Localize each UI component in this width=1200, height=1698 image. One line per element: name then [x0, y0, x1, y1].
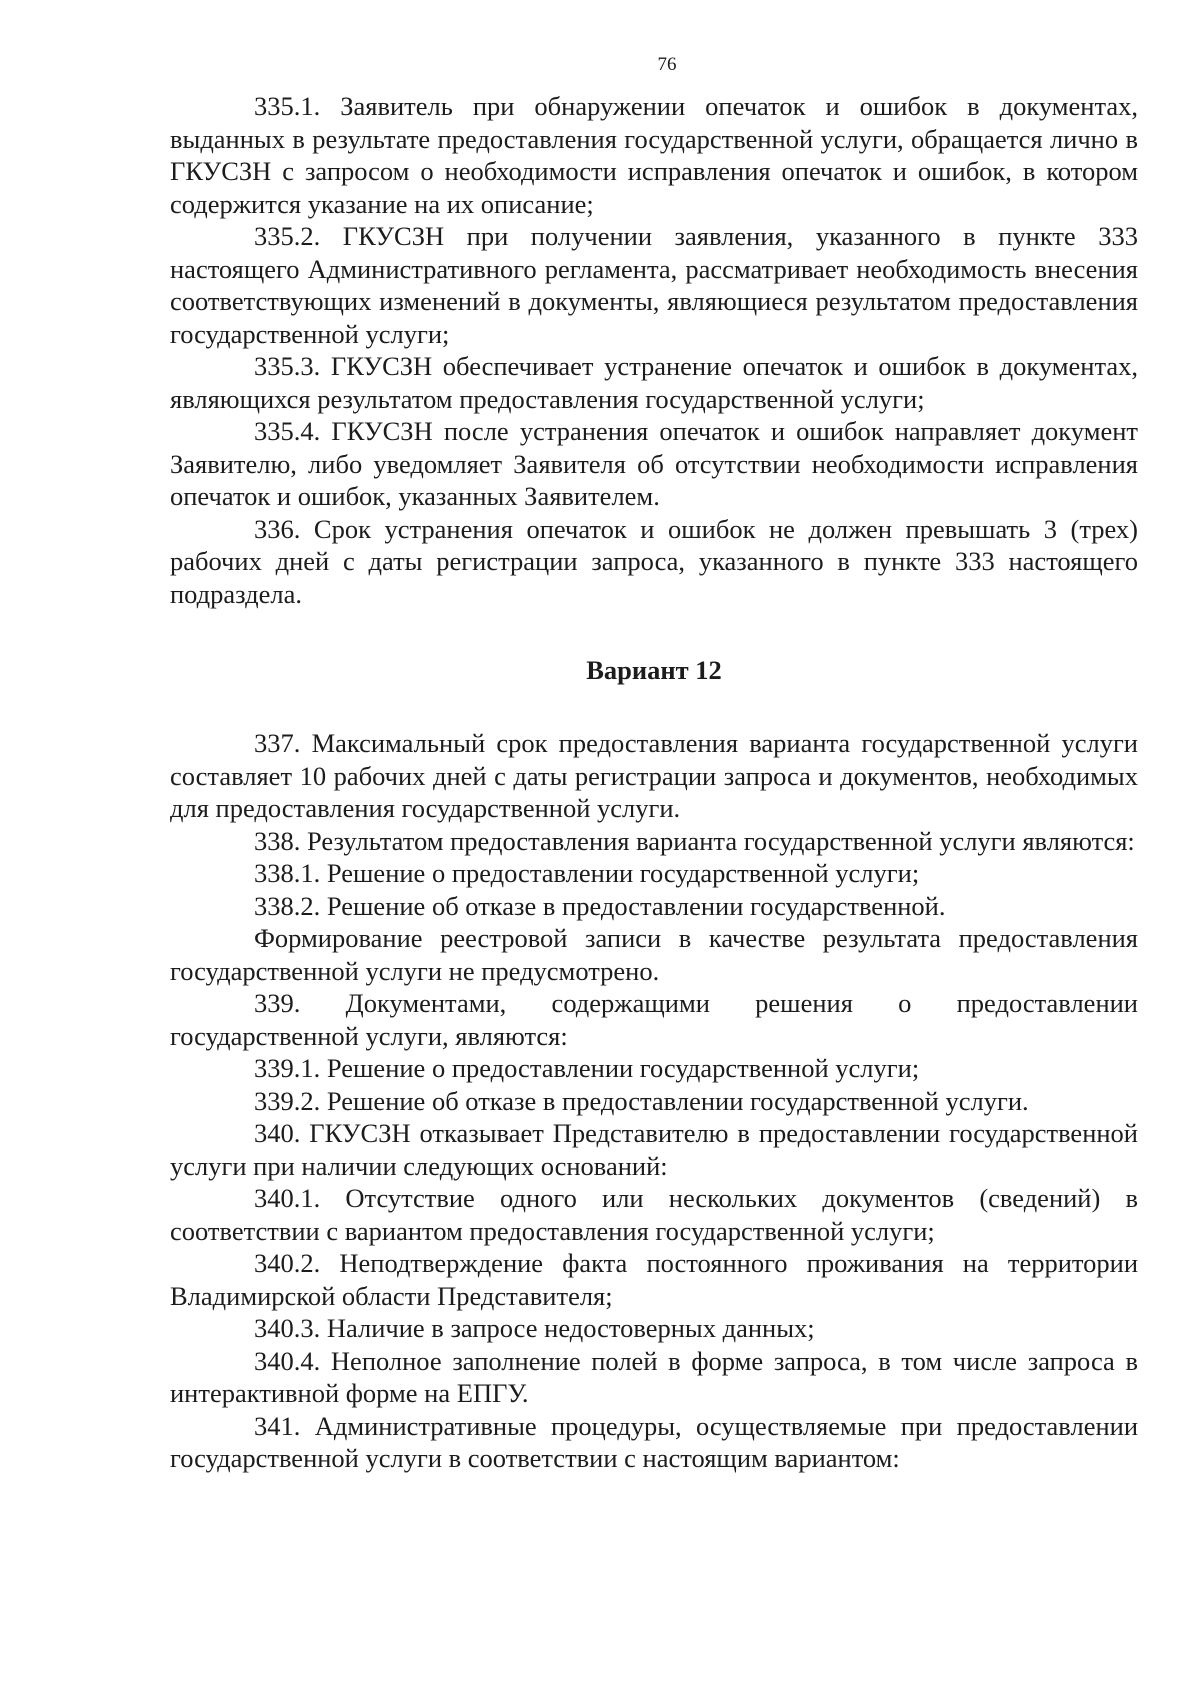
- page-number: 76: [657, 54, 677, 75]
- paragraph-339: 339. Документами, содержащими решения о предоставлении государственной услуги, являются:: [170, 988, 1138, 1051]
- paragraph-340: 340. ГКУСЗН отказывает Представителю в предоставлении государственной услуги при наличии следующих оснований:: [170, 1118, 1138, 1181]
- paragraph-338: 338. Результатом предоставления варианта государственной услуги являются:: [254, 825, 1135, 856]
- paragraph-335-4: 335.4. ГКУСЗН после устранения опечаток и ошибок направляет документ Заявителю, либо уведомляет Заявителя об отсутствии необходимости исправления опечаток и ошибок, указанных Заявителем.: [170, 416, 1138, 511]
- paragraph-339-1: 339.1. Решение о предоставлении государственной услуги;: [254, 1053, 920, 1083]
- paragraph-340-2: 340.2. Неподтверждение факта постоянного проживания на территории Владимирской области Представителя;: [170, 1248, 1138, 1311]
- section-heading: Вариант 12: [586, 655, 722, 685]
- paragraph-337: 337. Максимальный срок предоставления варианта государственной услуги составляет 10 рабочих дней с даты регистрации запроса и документов, необходимых для предоставления государственной услуги.: [170, 728, 1138, 823]
- paragraph-338-1: 338.1. Решение о предоставлении государственной услуги;: [254, 858, 920, 888]
- paragraph-340-3: 340.3. Наличие в запросе недостоверных данных;: [254, 1313, 815, 1343]
- paragraph-341: 341. Административные процедуры, осуществляемые при предоставлении государственной услуги в соответствии с настоящим вариантом:: [170, 1410, 1138, 1473]
- page-content: [170, 54, 1138, 1475]
- paragraph-340-1: 340.1. Отсутствие одного или нескольких документов (сведений) в соответствии с вариантом предоставления государственной услуги;: [170, 1183, 1138, 1246]
- paragraph-335-3: 335.3. ГКУСЗН обеспечивает устранение опечаток и ошибок в документах, являющихся результатом предоставления государственной услуги;: [170, 351, 1138, 414]
- paragraph-335-2: 335.2. ГКУСЗН при получении заявления, указанного в пункте 333 настоящего Административного регламента, рассматривает необходимость внесения соответствующих изменений в документы, являющиеся результатом предоставления государственной услуги;: [170, 221, 1138, 349]
- paragraph-336: 336. Срок устранения опечаток и ошибок не должен превышать 3 (трех) рабочих дней с даты регистрации запроса, указанного в пункте 333 настоящего подраздела.: [170, 513, 1138, 609]
- paragraph-340-4: 340.4. Неполное заполнение полей в форме запроса, в том числе запроса в интерактивной форме на ЕПГУ.: [170, 1345, 1138, 1408]
- paragraph-338-2: 338.2. Решение об отказе в предоставлении государственной.: [254, 890, 946, 921]
- paragraph-registry-note: Формирование реестровой записи в качестве результата предоставления государственной услуги не предусмотрено.: [170, 923, 1138, 986]
- paragraph-339-2: 339.2. Решение об отказе в предоставлении государственной услуги.: [254, 1085, 1029, 1116]
- paragraph-335-1: 335.1. Заявитель при обнаружении опечаток и ошибок в документах, выданных в результате предоставления государственной услуги, обращается лично в ГКУСЗН с запросом о необходимости исправления опечаток и ошибок, в котором содержится указание на их описание;: [170, 91, 1138, 219]
